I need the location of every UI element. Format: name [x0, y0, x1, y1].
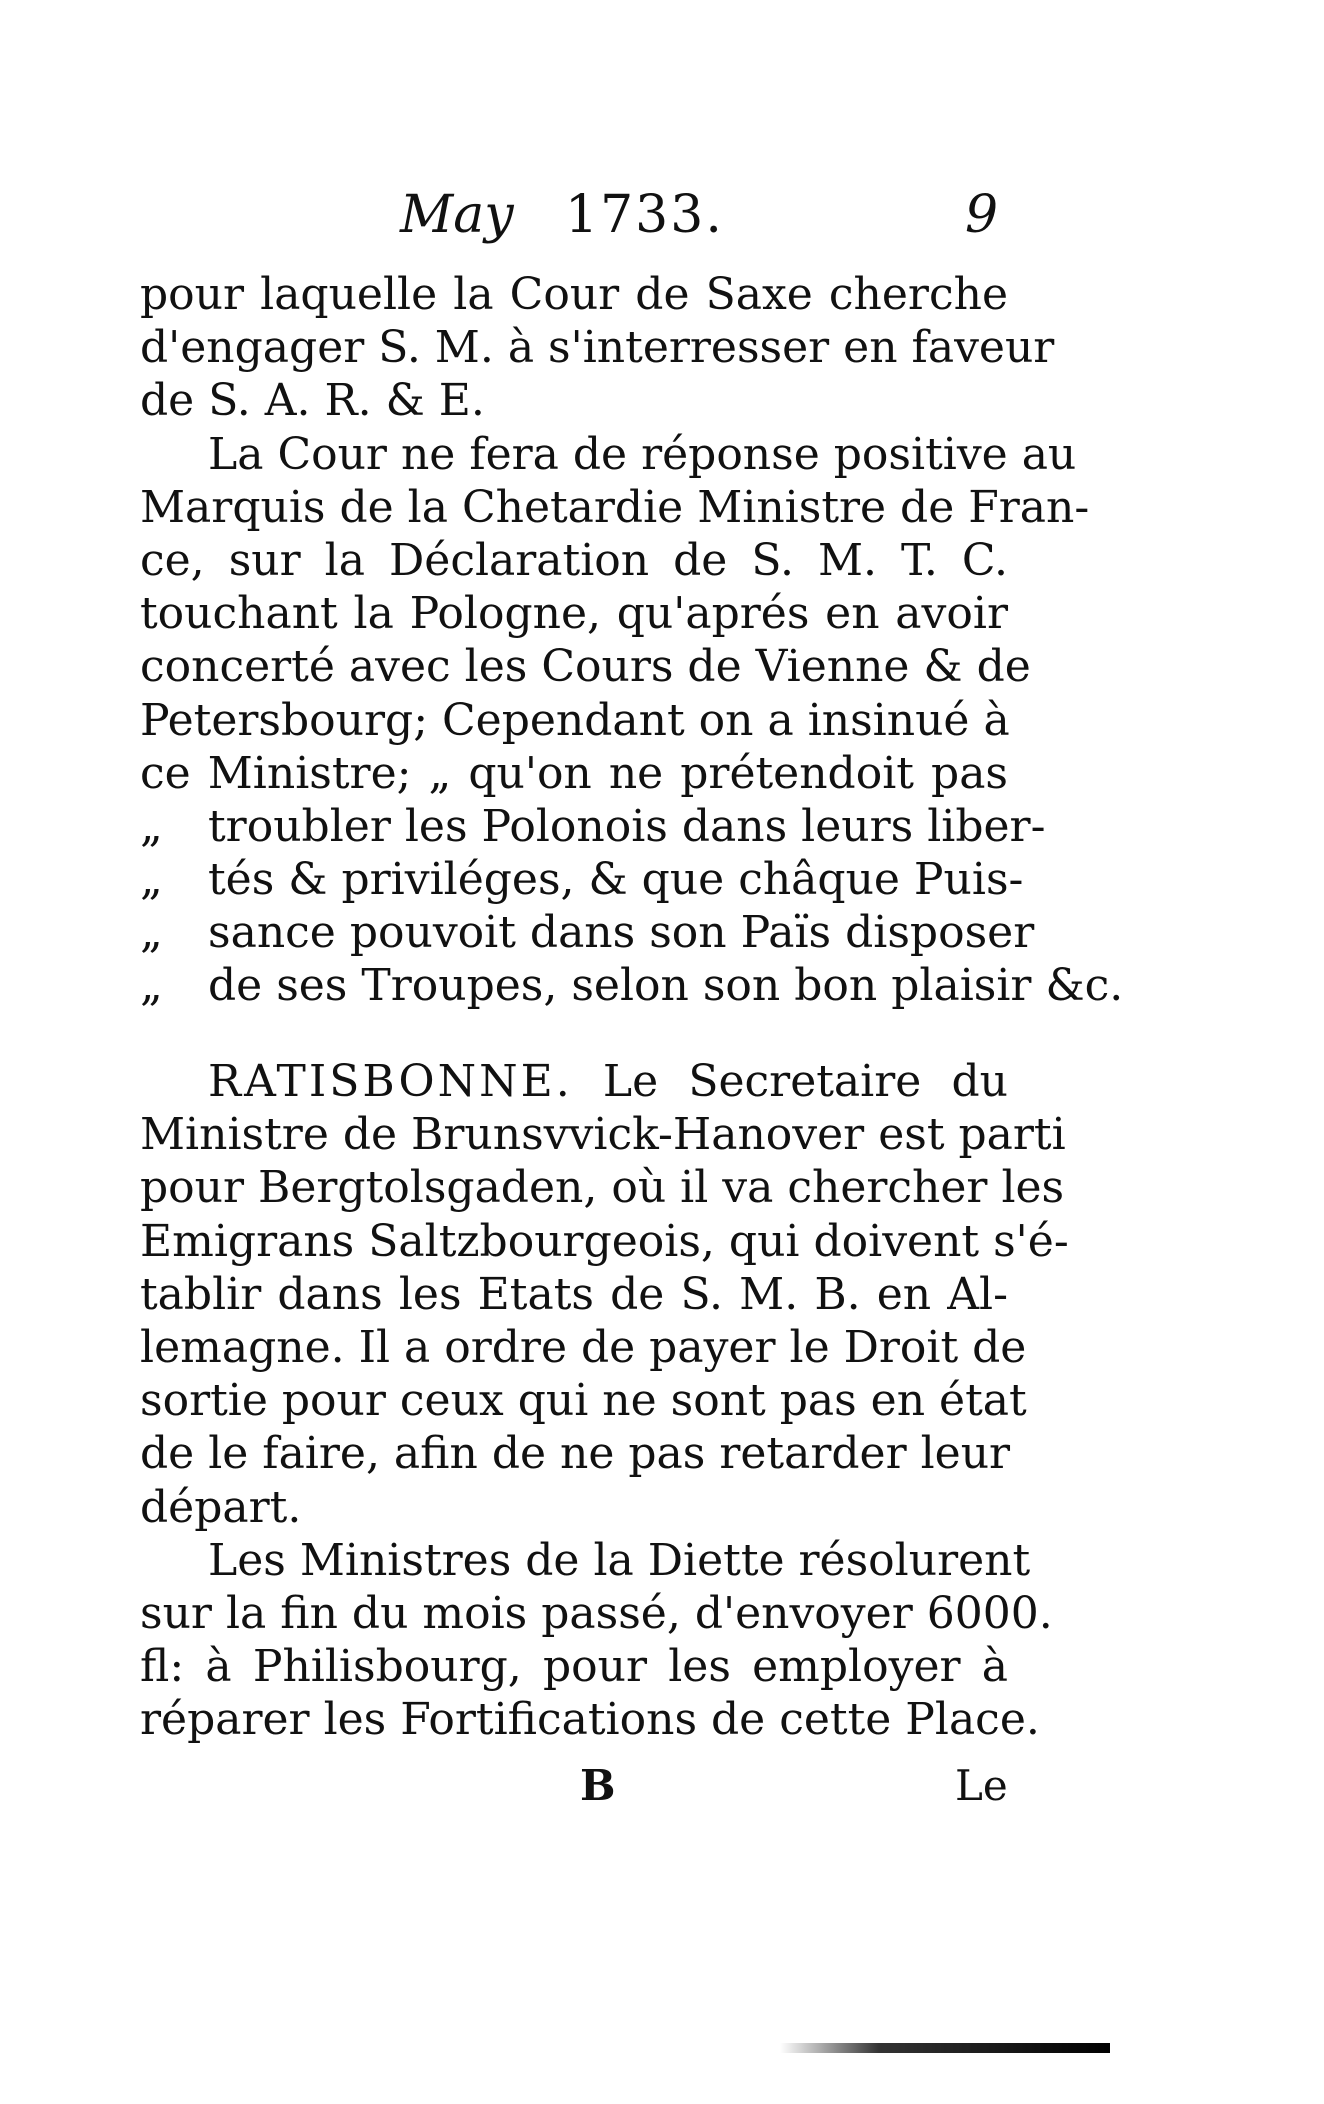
text-line — [140, 1055, 1008, 1108]
quote-mark: „ — [140, 960, 163, 1012]
page-edge-rule — [780, 2043, 1110, 2053]
text-line: Les Ministres de la Diette résolurent — [208, 1534, 1031, 1586]
text-line: concerté avec les Cours de Vienne & de — [140, 641, 1031, 693]
quoted-line — [140, 800, 1046, 853]
text-line: pour laquelle la Cour de Saxe cherche — [140, 269, 1008, 320]
text-line: ce, sur la Déclaration de S. M. T. C. — [140, 534, 1008, 586]
quoted-line — [140, 959, 1124, 1012]
running-head-year: 1733. — [565, 185, 724, 245]
place-heading: RATISBONNE. — [208, 1056, 573, 1107]
text-line: départ. — [140, 1481, 302, 1533]
text-line: touchant la Pologne, qu'aprés en avoir — [140, 588, 1008, 640]
quoted-text: troubler les Polonois dans leurs liber- — [208, 800, 1046, 852]
text-line: Emigrans Saltzbourgeois, qui doivent s'é- — [140, 1215, 1069, 1267]
text-line: Petersbourg; Cependant on a insinué à — [140, 694, 1010, 746]
catchword: Le — [955, 1761, 1008, 1810]
text-line: lemagne. Il a ordre de payer le Droit de — [140, 1321, 1027, 1373]
signature-mark: B — [580, 1761, 616, 1810]
quoted-text: de ses Troupes, selon son bon plaisir &c. — [208, 960, 1124, 1012]
quote-mark: „ — [140, 854, 163, 906]
text-line: de S. A. R. & E. — [140, 375, 485, 427]
page-number: 9 — [965, 185, 999, 245]
text-block-lower — [140, 1055, 1069, 1746]
text-fragment: Le Secretaire du — [602, 1056, 1008, 1107]
quote-mark: „ — [140, 907, 163, 959]
text-line: ce Ministre; „ qu'on ne prétendoit pas — [140, 747, 1008, 799]
text-line: réparer les Fortifications de cette Place. — [140, 1694, 1040, 1746]
quoted-line — [140, 853, 1024, 906]
quoted-text: tés & priviléges, & que châque Puis- — [208, 854, 1024, 906]
text-line: tablir dans les Etats de S. M. B. en Al- — [140, 1268, 1008, 1320]
quoted-line — [140, 906, 1035, 959]
text-line: pour Bergtolsgaden, où il va chercher les — [140, 1162, 1065, 1214]
text-line: fl: à Philisbourg, pour les employer à — [140, 1641, 1008, 1693]
text-block-upper — [140, 268, 1124, 1013]
running-head-month: May — [400, 185, 514, 245]
text-line: de le faire, afin de ne pas retarder leur — [140, 1428, 1011, 1480]
text-line: sur la fin du mois passé, d'envoyer 6000. — [140, 1587, 1053, 1639]
text-line: La Cour ne fera de réponse positive au — [208, 428, 1077, 480]
text-line: sortie pour ceux qui ne sont pas en état — [140, 1375, 1027, 1427]
quoted-text: sance pouvoit dans son Païs disposer — [208, 907, 1035, 959]
text-line: Ministre de Brunsvvick-Hanover est parti — [140, 1109, 1066, 1161]
text-line: d'engager S. M. à s'interresser en faveur — [140, 322, 1055, 374]
text-line: Marquis de la Chetardie Ministre de Fran- — [140, 481, 1090, 533]
quote-mark: „ — [140, 800, 163, 852]
